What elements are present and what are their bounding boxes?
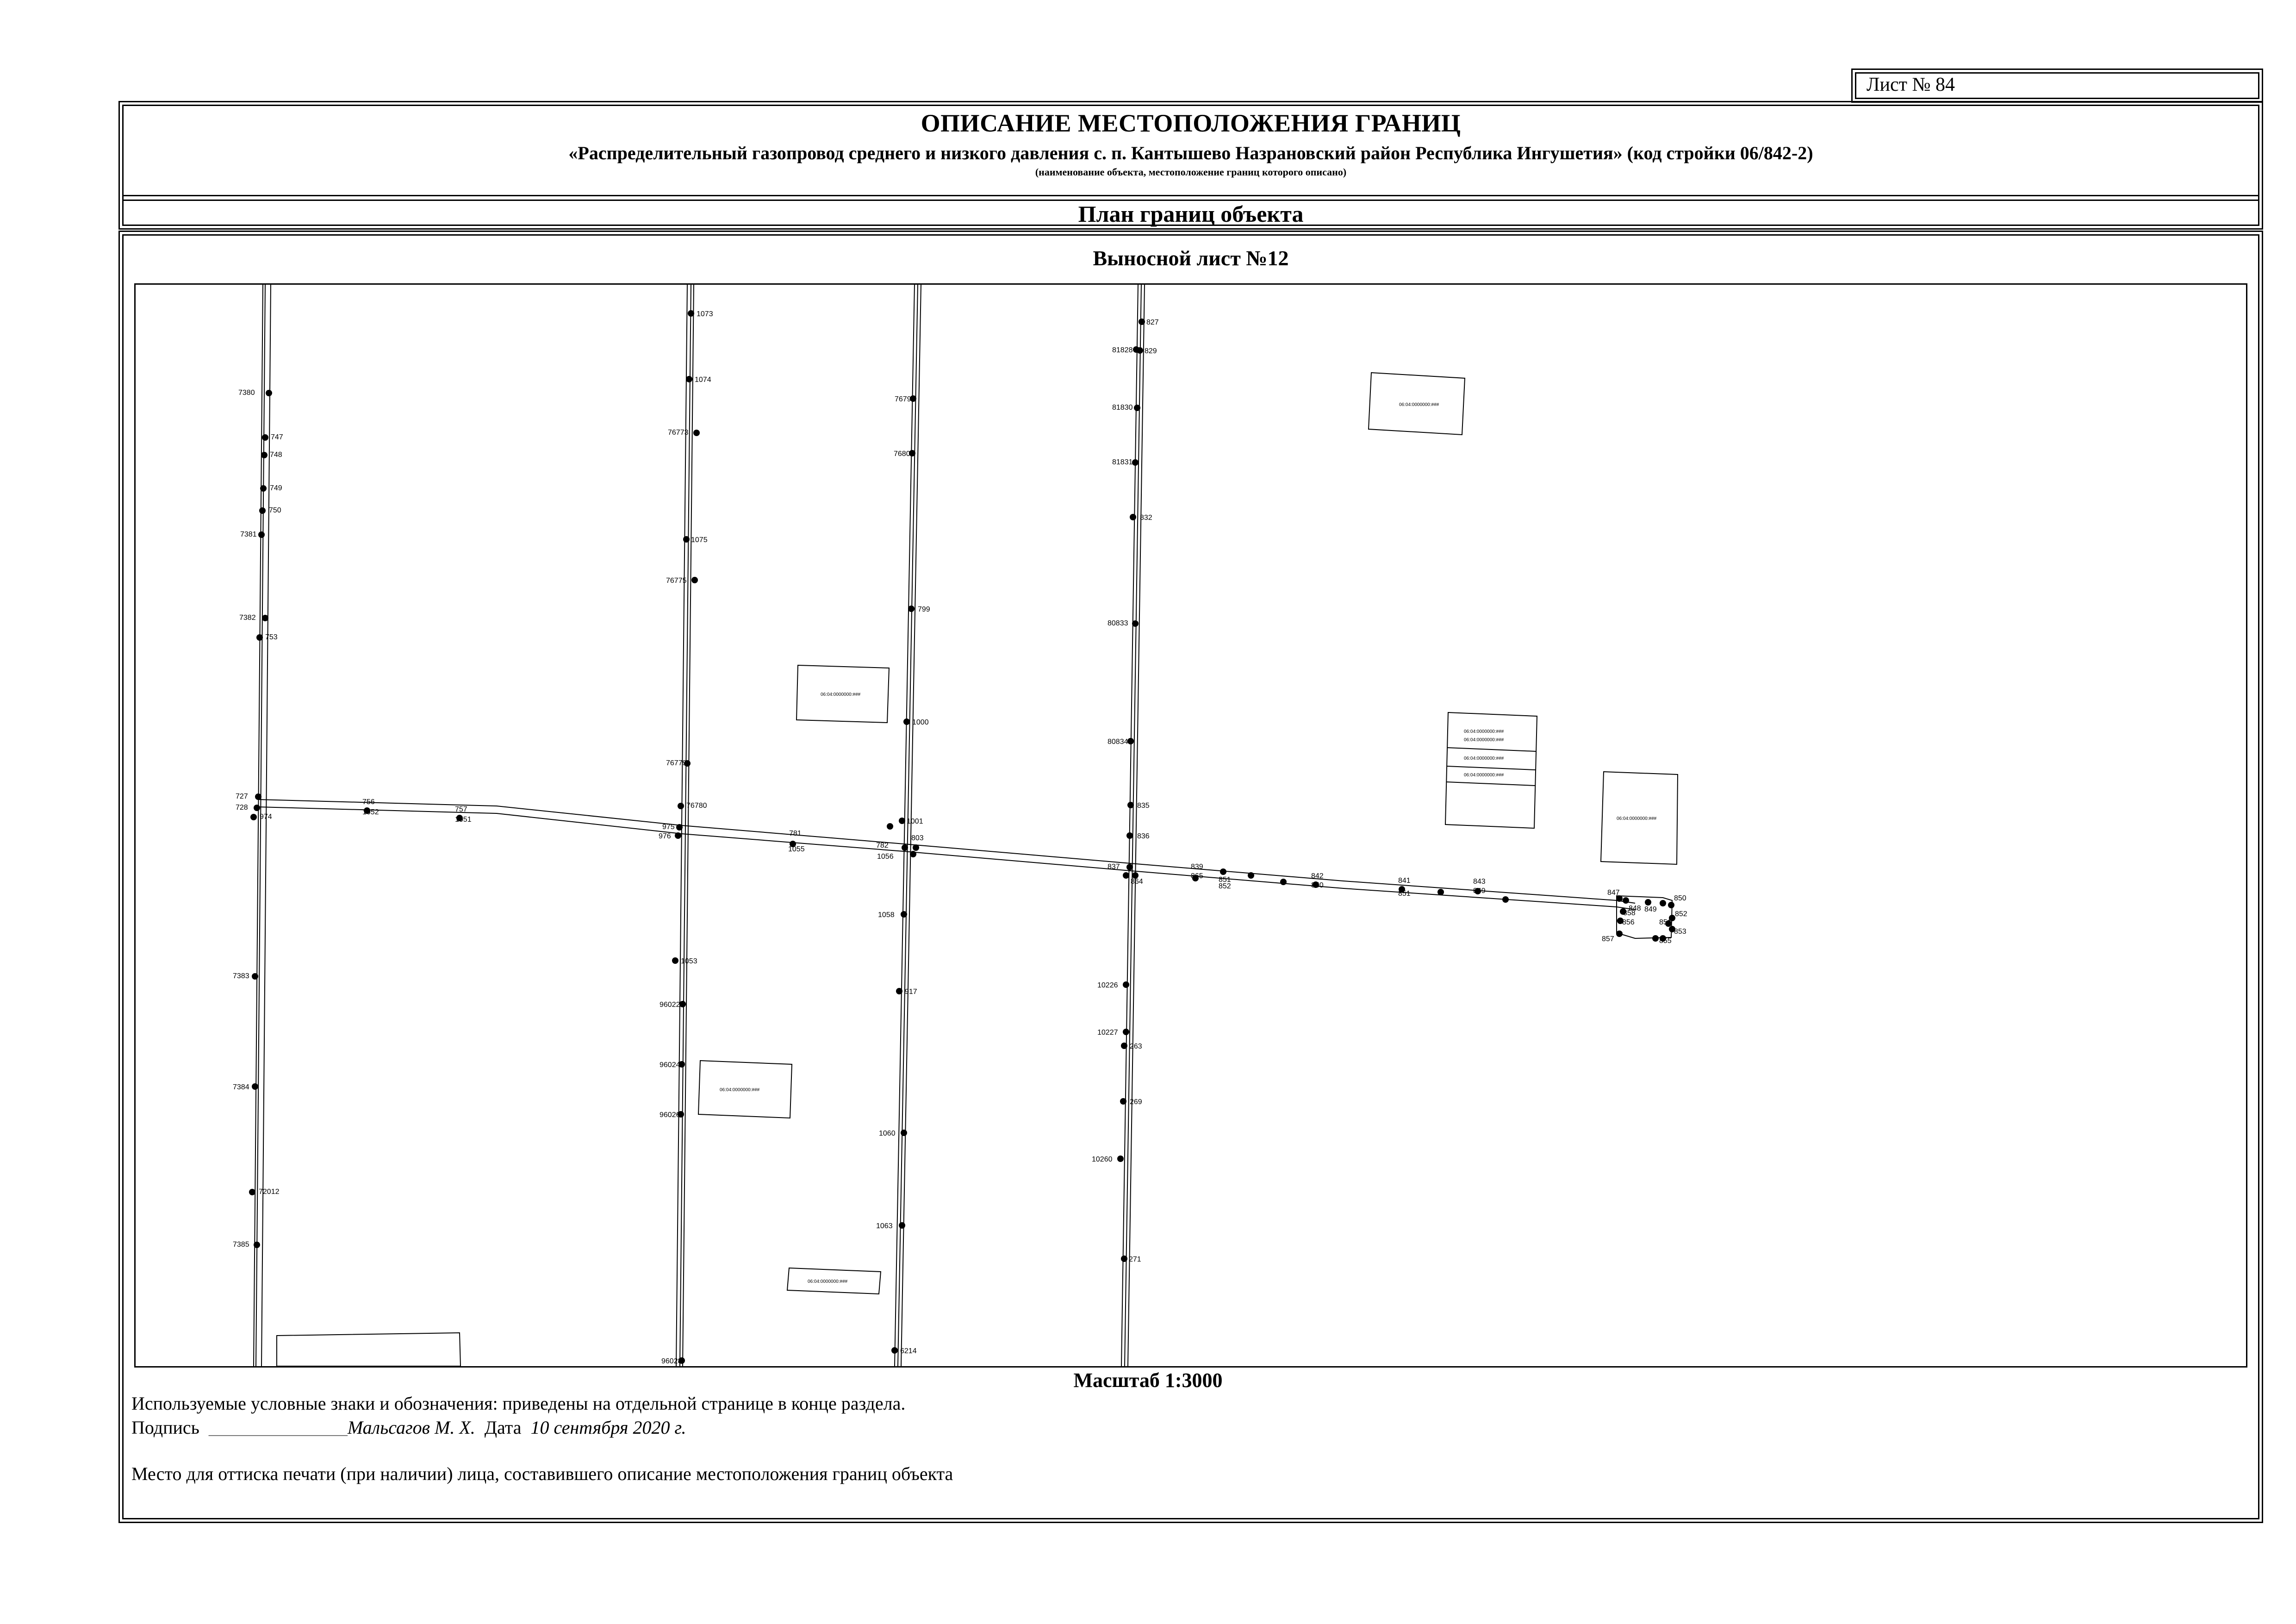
svg-text:1051: 1051 (455, 816, 472, 824)
svg-text:853: 853 (1674, 928, 1686, 936)
svg-text:271: 271 (1129, 1255, 1141, 1263)
signer-name: Мальсагов М. Х. (347, 1417, 475, 1438)
svg-text:76779: 76779 (666, 759, 687, 767)
svg-text:06:04:0000000:###: 06:04:0000000:### (1464, 756, 1504, 761)
svg-text:81828: 81828 (1112, 346, 1133, 354)
sheet-number-box (1851, 69, 2263, 103)
svg-text:975: 975 (662, 823, 675, 831)
svg-text:852: 852 (1675, 910, 1687, 918)
svg-text:263: 263 (1130, 1043, 1142, 1050)
svg-text:96028: 96028 (661, 1357, 682, 1365)
svg-text:7384: 7384 (233, 1083, 249, 1091)
svg-text:851: 851 (1398, 890, 1411, 898)
svg-text:858: 858 (1623, 909, 1636, 917)
svg-text:6214: 6214 (900, 1347, 917, 1355)
svg-text:1075: 1075 (691, 536, 708, 544)
svg-text:850: 850 (1674, 894, 1686, 902)
svg-text:06:04:0000000:###: 06:04:0000000:### (1617, 816, 1657, 821)
svg-text:803: 803 (911, 834, 924, 842)
svg-text:80833: 80833 (1108, 619, 1128, 627)
map-scale: Масштаб 1:3000 (1073, 1369, 1223, 1392)
svg-text:76780: 76780 (686, 802, 707, 810)
svg-text:857: 857 (1602, 935, 1614, 943)
svg-text:72012: 72012 (259, 1188, 280, 1196)
svg-text:835: 835 (1137, 802, 1150, 810)
svg-text:81830: 81830 (1112, 404, 1133, 412)
svg-text:76775: 76775 (666, 577, 687, 585)
date-label: Дата (484, 1417, 522, 1438)
svg-text:837: 837 (1108, 863, 1120, 871)
signature-line (131, 1417, 686, 1438)
svg-text:1073: 1073 (697, 310, 713, 318)
svg-text:841: 841 (1398, 877, 1411, 885)
svg-text:7381: 7381 (240, 531, 257, 538)
svg-text:1053: 1053 (681, 957, 697, 965)
svg-text:750: 750 (269, 506, 281, 514)
svg-text:10260: 10260 (1092, 1156, 1113, 1163)
svg-text:1052: 1052 (362, 808, 379, 816)
svg-text:843: 843 (1473, 878, 1486, 886)
svg-text:839: 839 (1191, 863, 1203, 871)
svg-text:7380: 7380 (238, 389, 255, 397)
stamp-note: Место для оттиска печати (при наличии) лица, составившего описание местоположения границ объекта (131, 1463, 953, 1484)
sheet-number: Лист № 84 (1867, 74, 1955, 95)
svg-text:06:04:0000000:###: 06:04:0000000:### (1464, 729, 1504, 734)
svg-text:80834: 80834 (1108, 738, 1128, 746)
svg-text:848: 848 (1629, 905, 1641, 912)
corridor-1 (254, 285, 271, 1366)
svg-text:76799: 76799 (895, 395, 915, 403)
object-name: «Распределительный газопровод среднего и низкого давления с. п. Кантышево Назрановский район Республика Ингушетия» (код стройки 06/842-2) (568, 143, 1813, 163)
svg-text:757: 757 (455, 806, 467, 813)
parcel-7 (277, 1333, 460, 1366)
svg-text:10226: 10226 (1097, 981, 1118, 989)
svg-text:81831: 81831 (1112, 458, 1133, 466)
svg-text:7385: 7385 (233, 1241, 249, 1249)
svg-text:1060: 1060 (879, 1130, 896, 1137)
signature-blank: _______________ (208, 1417, 348, 1438)
svg-text:827: 827 (1146, 319, 1159, 326)
document-header (118, 101, 2263, 230)
svg-text:749: 749 (270, 484, 282, 492)
svg-text:727: 727 (236, 793, 248, 800)
svg-text:76800: 76800 (894, 450, 915, 458)
header-divider (124, 195, 2258, 196)
svg-text:06:04:0000000:###: 06:04:0000000:### (1464, 737, 1504, 743)
svg-text:96024: 96024 (660, 1061, 680, 1069)
sublist-title: Выносной лист №12 (1093, 246, 1289, 270)
svg-text:836: 836 (1137, 832, 1150, 840)
svg-text:781: 781 (789, 830, 802, 837)
svg-text:96026: 96026 (660, 1111, 680, 1119)
svg-text:976: 976 (659, 832, 671, 840)
svg-text:06:04:0000000:###: 06:04:0000000:### (821, 692, 861, 697)
plan-title: План границ объекта (1078, 201, 1304, 227)
svg-text:96022: 96022 (660, 1001, 680, 1009)
svg-text:850: 850 (1311, 881, 1324, 889)
svg-text:7383: 7383 (233, 972, 249, 980)
svg-text:10227: 10227 (1097, 1029, 1118, 1037)
svg-text:06:04:0000000:###: 06:04:0000000:### (720, 1087, 760, 1093)
boundary-map (134, 283, 2247, 1368)
svg-text:7382: 7382 (239, 614, 256, 622)
svg-text:847: 847 (1607, 889, 1620, 897)
svg-text:852: 852 (1219, 882, 1231, 890)
svg-text:753: 753 (265, 633, 278, 641)
svg-text:269: 269 (1130, 1098, 1142, 1106)
svg-text:1055: 1055 (788, 845, 805, 853)
svg-text:1056: 1056 (877, 853, 894, 861)
corridor-4 (1121, 285, 1145, 1366)
svg-text:1001: 1001 (907, 818, 923, 825)
signature-date: 10 сентября 2020 г. (530, 1417, 686, 1438)
svg-text:1063: 1063 (876, 1222, 893, 1230)
svg-text:06:04:0000000:###: 06:04:0000000:### (1399, 402, 1439, 407)
signature-label: Подпись (131, 1417, 199, 1438)
svg-text:728: 728 (236, 804, 248, 812)
svg-text:06:04:0000000:###: 06:04:0000000:### (808, 1279, 848, 1284)
svg-text:829: 829 (1145, 347, 1157, 355)
svg-text:851: 851 (1659, 918, 1672, 926)
svg-text:832: 832 (1140, 514, 1152, 522)
svg-text:76773: 76773 (668, 429, 689, 437)
svg-text:782: 782 (876, 842, 889, 849)
svg-text:748: 748 (270, 451, 282, 459)
parcel-3-dividers (1446, 748, 1536, 786)
svg-text:842: 842 (1311, 872, 1324, 880)
corridor-3 (895, 285, 921, 1366)
object-name-caption: (наименование объекта, местоположение границ которого описано) (1035, 166, 1347, 178)
svg-text:1074: 1074 (695, 376, 711, 384)
svg-text:849: 849 (1644, 906, 1657, 913)
svg-text:917: 917 (905, 988, 917, 996)
svg-text:756: 756 (362, 798, 375, 806)
document-title: ОПИСАНИЕ МЕСТОПОЛОЖЕНИЯ ГРАНИЦ (921, 109, 1461, 137)
svg-text:799: 799 (918, 606, 930, 613)
svg-text:856: 856 (1622, 918, 1635, 926)
svg-text:865: 865 (1191, 872, 1203, 880)
svg-text:851: 851 (1219, 876, 1231, 884)
svg-text:1058: 1058 (878, 911, 895, 919)
svg-text:747: 747 (271, 433, 283, 441)
svg-text:06:04:0000000:###: 06:04:0000000:### (1464, 773, 1504, 778)
svg-text:864: 864 (1131, 878, 1143, 886)
legend-note: Используемые условные знаки и обозначения: приведены на отдельной странице в конце раздела. (131, 1393, 906, 1414)
svg-text:1000: 1000 (912, 718, 929, 726)
svg-text:974: 974 (260, 813, 272, 821)
map-drawing (136, 285, 2246, 1366)
svg-text:855: 855 (1659, 937, 1672, 945)
svg-text:849: 849 (1473, 887, 1486, 895)
